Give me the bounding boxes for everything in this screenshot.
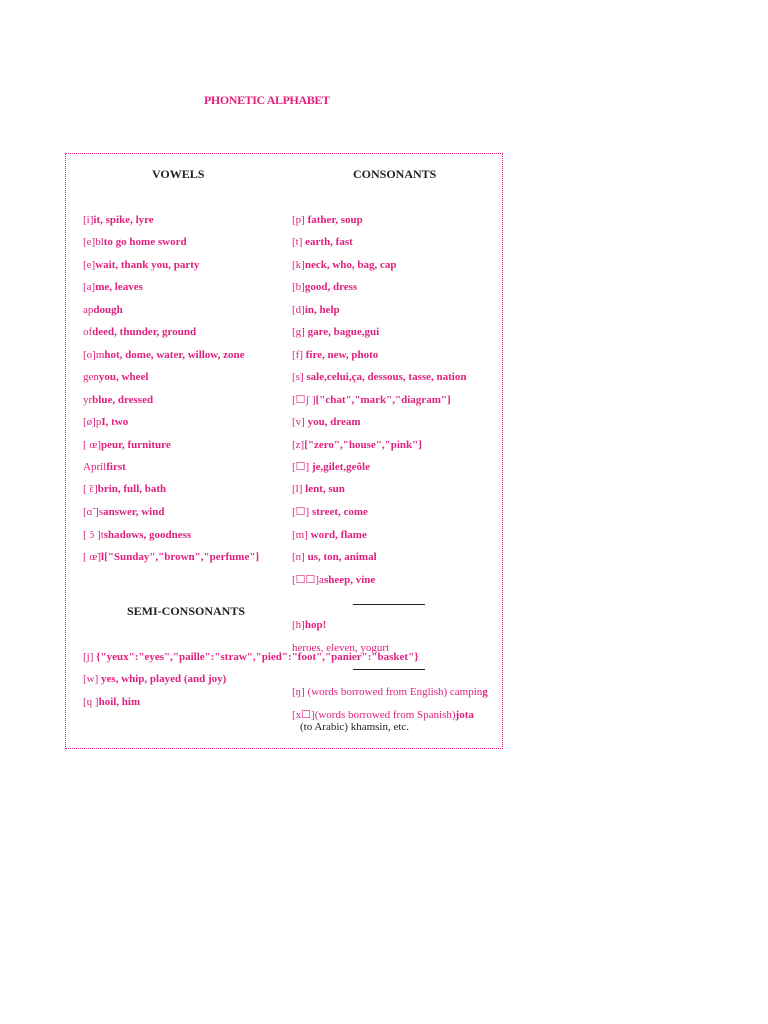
consonant-ng-row: [ŋ] (words borrowed from English) camping <box>292 686 488 698</box>
semi-consonant-row: [w] yes, whip, played (and joy) <box>83 673 227 685</box>
consonant-row: [l] lent, sun <box>292 483 345 495</box>
page-title: PHONETIC ALPHABET <box>204 93 330 107</box>
consonant-row: [p] father, soup <box>292 214 363 226</box>
vowel-row: genyou, wheel <box>83 371 149 383</box>
vowel-row: [i]it, spike, lyre <box>83 214 154 226</box>
vowel-row: [a]me, leaves <box>83 281 143 293</box>
consonant-h-note: heroes, eleven, yogurt <box>292 642 390 654</box>
semi-consonant-row: [ɥ ]hoil, him <box>83 696 141 708</box>
consonant-row: [☐] je,gilet,geôle <box>292 461 370 473</box>
consonant-row: [☐☐]asheep, vine <box>292 574 376 586</box>
consonant-x-row: [x☐](words borrowed from Spanish)jota <box>292 709 474 721</box>
consonant-row: [k]neck, who, bag, cap <box>292 259 397 271</box>
consonant-row: [☐] street, come <box>292 506 368 518</box>
vowel-row: [ɑ̃ ]sanswer, wind <box>83 506 165 518</box>
divider-line <box>353 669 425 670</box>
vowel-row: [e]wait, thank you, party <box>83 259 200 271</box>
consonant-row: [d]in, help <box>292 304 340 316</box>
consonant-row: [t] earth, fast <box>292 236 353 248</box>
consonant-row: [m] word, flame <box>292 529 367 541</box>
consonant-h-row: [h]hop! <box>292 619 327 631</box>
consonant-row: [n] us, ton, animal <box>292 551 377 563</box>
consonant-x-note: (to Arabic) khamsin, etc. <box>300 721 410 733</box>
semi-consonants-heading: SEMI-CONSONANTS <box>127 604 246 618</box>
consonant-row: [z]["zero","house","pink"] <box>292 439 422 451</box>
vowel-row: [ œ̃]l["Sunday","brown","perfume"] <box>83 551 260 563</box>
vowels-heading: VOWELS <box>152 167 205 181</box>
consonant-row: [v] you, dream <box>292 416 361 428</box>
consonant-row: [g] gare, bague,gui <box>292 326 380 338</box>
vowel-row: ofdeed, thunder, ground <box>83 326 197 338</box>
consonant-row: [s] sale,celui,ça, dessous, tasse, nation <box>292 371 467 383</box>
vowel-row: [ ̃ɔ ]tshadows, goodness <box>83 529 192 541</box>
consonant-row: [f] fire, new, photo <box>292 349 379 361</box>
consonant-row: [b]good, dress <box>292 281 358 293</box>
vowel-row: [ø]pI, two <box>83 416 129 428</box>
vowel-row: yrblue, dressed <box>83 394 154 406</box>
vowel-row: [o]mhot, dome, water, willow, zone <box>83 349 245 361</box>
consonant-row: [☐ʃ ]["chat","mark","diagram"] <box>292 394 451 406</box>
consonants-heading: CONSONANTS <box>353 167 437 181</box>
vowel-row: Aprilfirst <box>83 461 126 473</box>
semi-consonant-row: [j] {"yeux":"eyes","paille":"straw","pied":"foot","panier":"basket"} <box>83 651 419 663</box>
vowel-row: [ ̃ε]brin, full, bath <box>83 483 167 495</box>
divider-line <box>353 604 425 605</box>
vowel-row: [e]blto go home sword <box>83 236 187 248</box>
vowel-row: apdough <box>83 304 123 316</box>
vowel-row: [ œ]peur, furniture <box>83 439 171 451</box>
